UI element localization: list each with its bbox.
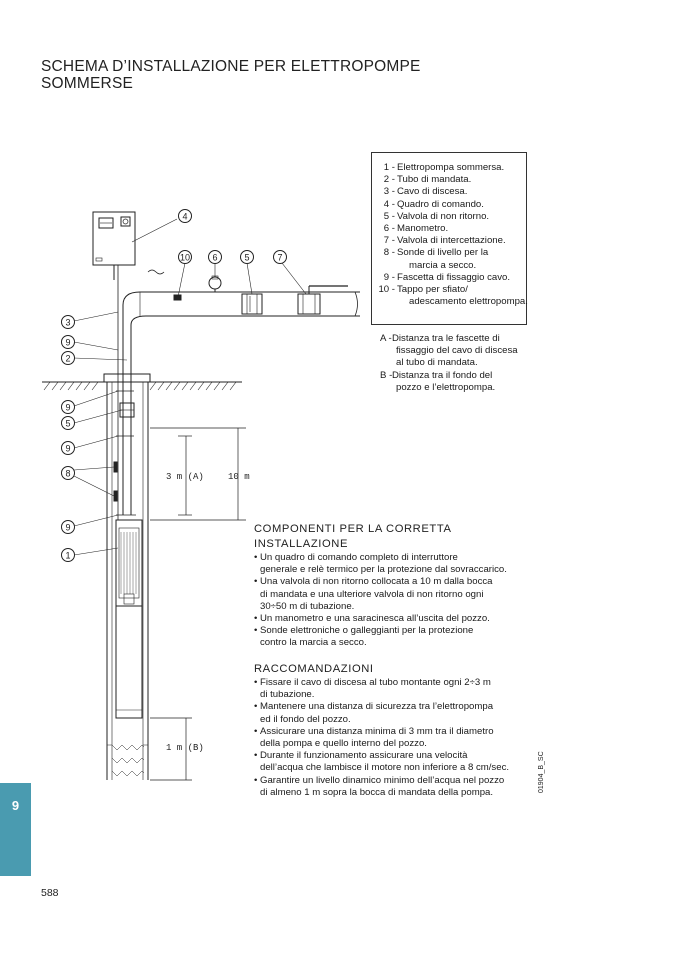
distance-item-b: B - Distanza tra il fondo del <box>380 369 493 381</box>
callout-9-bottom: 9 <box>65 522 71 533</box>
callout-7: 7 <box>277 252 283 263</box>
callout-9-third: 9 <box>65 443 71 454</box>
callout-1: 1 <box>65 550 71 561</box>
page-number: 588 <box>41 887 59 899</box>
legend-item: 4 - Quadro di comando. <box>383 198 484 210</box>
legend-item: 5 - Valvola di non ritorno. <box>383 210 490 222</box>
well-head <box>104 374 150 382</box>
recommendation-item: • Durante il funzionamento assicurare una velocità <box>254 750 468 762</box>
pump-body <box>116 520 142 718</box>
legend-item: 2 - Tubo di mandata. <box>383 174 472 186</box>
control-panel-gauge <box>121 217 130 226</box>
component-item: • Un quadro di comando completo di interruttore <box>254 552 458 563</box>
callout-4: 4 <box>182 211 188 222</box>
components-heading-1: COMPONENTI PER LA CORRETTA <box>254 523 452 535</box>
recommendation-item: • Mantenere una distanza di sicurezza tra l’elettropompa <box>254 701 494 713</box>
chapter-tab <box>0 783 31 876</box>
components-section: COMPONENTI PER LA CORRETTA INSTALLAZIONE • Un quadro di comando completo di interruttore generale e relè termico per la protezione dal sovraccarico. • Una valvola di non ritorno collocata a 10 m dalla bocca di mandata e una ulteriore valvola di non ritorno ogni 30÷50 m di tubazione. • Un manometro e una saracinesca all’uscita del pozzo. • Sonde elettroniche o galleggianti per la protezione contro la marcia a secco. <box>254 522 544 650</box>
callout-2: 2 <box>65 353 71 364</box>
title-line-1: SCHEMA D’INSTALLAZIONE PER ELETTROPOMPE <box>41 58 421 75</box>
legend-item: 10 - Tappo per sfiato/ <box>378 284 468 296</box>
component-item: • Sonde elettroniche o galleggianti per la protezione <box>254 625 474 637</box>
callout-5-well: 5 <box>65 418 71 429</box>
callout-9-top: 9 <box>65 337 71 348</box>
legend-item-cont: adescamento elettropompa. <box>409 296 528 308</box>
title-line-2: SOMMERSE <box>41 75 134 92</box>
legend-list <box>376 162 528 308</box>
recommendation-item: • Garantire un livello dinamico minimo dell’acqua nel pozzo <box>254 774 505 786</box>
recommendation-item: • Assicurare una distanza minima di 3 mm tra il diametro <box>254 725 494 737</box>
level-probe-1 <box>114 462 117 472</box>
recommendation-item: • Fissare il cavo di discesa al tubo montante ogni 2÷3 m <box>254 677 491 688</box>
legend-item: 7 - Valvola di intercettazione. <box>383 235 506 247</box>
callout-6: 6 <box>212 252 218 263</box>
distance-item-a: A - Distanza tra le fascette di <box>380 333 500 344</box>
callout-10: 10 <box>179 252 191 263</box>
legend-item: 1 - Elettropompa sommersa. <box>383 162 505 173</box>
dimension-a-label: 3 m (A) <box>166 472 204 482</box>
components-heading-2: INSTALLAZIONE <box>254 538 349 550</box>
dimension-10m-label: 10 m <box>228 472 250 482</box>
recommendations-section: RACCOMANDAZIONI • Fissare il cavo di discesa al tubo montante ogni 2÷3 m di tubazione. • Mantenere una distanza di sicurezza tra l’elettropompa ed il fondo del pozzo. • Assicurare una distanza minima di 3 mm tra il diametro della pompa e quello interno del pozzo. • Durante il funzionamento assicurare una velocità dell’acqua che lambisce il motore non inferiore a 8 cm/sec. • Garantire un livello dinamico minimo dell’acqua nel pozzo di almeno 1 m sopra la bocca di mandata della pompa. <box>254 662 544 799</box>
callout-3: 3 <box>65 317 71 328</box>
check-valve <box>242 294 262 314</box>
distance-notes: A - Distanza tra le fascette di fissaggio del cavo di discesa al tubo di mandata. B - Distanza tra il fondo del pozzo e l’elettropompa. <box>380 333 518 393</box>
dimension-b-label: 1 m (B) <box>166 743 204 753</box>
component-item: • Un manometro e una saracinesca all’uscita del pozzo. <box>254 613 490 625</box>
component-item: • Una valvola di non ritorno collocata a 10 m dalla bocca <box>254 576 493 588</box>
recommendations-heading: RACCOMANDAZIONI <box>254 663 374 675</box>
callout-9-second: 9 <box>65 402 71 413</box>
legend-item: 9 - Fascetta di fissaggio cavo. <box>383 271 511 283</box>
vent-cap <box>174 295 181 300</box>
chapter-tab-number: 9 <box>11 798 20 813</box>
document-code: 01904_B_SC <box>538 751 545 793</box>
callout-5-top: 5 <box>244 252 250 263</box>
legend-item-cont: marcia a secco. <box>409 259 477 271</box>
legend-item: 8 - Sonde di livello per la <box>383 247 489 259</box>
legend-item: 6 - Manometro. <box>383 223 449 235</box>
callout-8: 8 <box>65 468 71 479</box>
gate-valve <box>298 294 320 314</box>
level-probe-2 <box>114 491 117 501</box>
cable-wave <box>148 270 164 274</box>
legend-item: 3 - Cavo di discesa. <box>383 186 468 198</box>
